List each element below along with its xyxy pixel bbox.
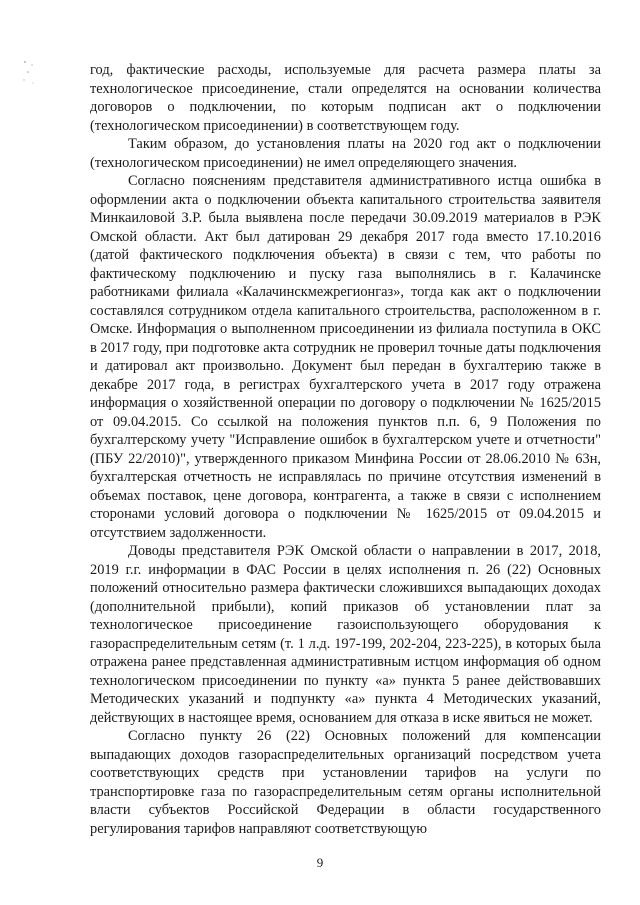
paragraph-4: Доводы представителя РЭК Омской области о направлении в 2017, 2018, 2019 г.г. информации в ФАС России в целях исполнения п. 26 (22) Основных положений относительно размера фактически сложившихся выпадающих доходах (дополнительной прибыли), копий приказов об установлении плат за технологическое присоединение газоиспользующего оборудования к газораспределительным сетям (т. 1 л.д. 197-199, 202-204, 223-225), в которых была отражена ранее представленная административным истцом информация об одном технологическом присоединении по пункту «а» пункта 5 ранее действовавших Методических указаний и подпункту «а» пункта 4 Методических указаний, действующих в настоящее время, основанием для отказа в иске явиться не может. bbox=[90, 543, 601, 726]
page-number: 9 bbox=[316, 855, 324, 870]
paragraph-3: Согласно пояснениям представителя административного истца ошибка в оформлении акта о подключении объекта капитального строительства заявителя Минкаиловой З.Р. была выявлена после передачи 30.09.2019 материалов в РЭК Омской области. Акт был датирован 29 декабря 2017 года вместо 17.10.2016 (датой фактического подключения объекта) в связи с тем, что работы по фактическому подключению и пуску газа выполнялись в г. Калачинске работниками филиала «Калачинскмежрегионгаз», тогда как акт о подключении составлялся сотрудником отдела капитального строительства, расположенном в г. Омске. Информация о выполненном присоединении из филиала поступила в ОКС в 2017 году, при подготовке акта сотрудник не проверил точные даты подключения и датировал акт произвольно. Документ был передан в бухгалтерию также в декабре 2017 года, в регистрах бухгалтерского учета в 2017 году отражена информация о хозяйственной операции по договору о подключении № 1625/2015 от 09.04.2015. Со ссылкой на положения пунктов п.п. 6, 9 Положения по бухгалтерскому учету "Исправление ошибок в бухгалтерском учете и отчетности" (ПБУ 22/2010)", утвержденного приказом Минфина России от 28.06.2010 № 63н, бухгалтерская отчетность не исправлялась по причине отсутствия изменений в объемах поставок, цене договора, контрагента, а также в связи с исполнением сторонами условий договора о подключении № 1625/2015 от 09.04.2015 и отсутствием задолженности. bbox=[90, 173, 601, 541]
paragraph-5: Согласно пункту 26 (22) Основных положений для компенсации выпадающих доходов газораспределительных организаций посредством учета соответствующих средств при установлении тарифов на услуги по транспортировке газа по газораспределительным сетям органы исполнительной власти субъектов Российской Федерации в области государственного регулирования тарифов направляют соответствующую bbox=[90, 728, 601, 837]
paragraph-1: год, фактические расходы, используемые для расчета размера платы за технологическое присоединение, стали определятся на основании количества договоров о подключении, по которым подписан акт о подключении (технологическом присоединении) в соответствующем году. bbox=[90, 62, 601, 134]
document-body bbox=[90, 61, 601, 838]
paragraph-2: Таким образом, до установления платы на 2020 год акт о подключении (технологическом присоединении) не имел определяющего значения. bbox=[90, 136, 601, 171]
scan-artifact-icon bbox=[22, 58, 36, 86]
